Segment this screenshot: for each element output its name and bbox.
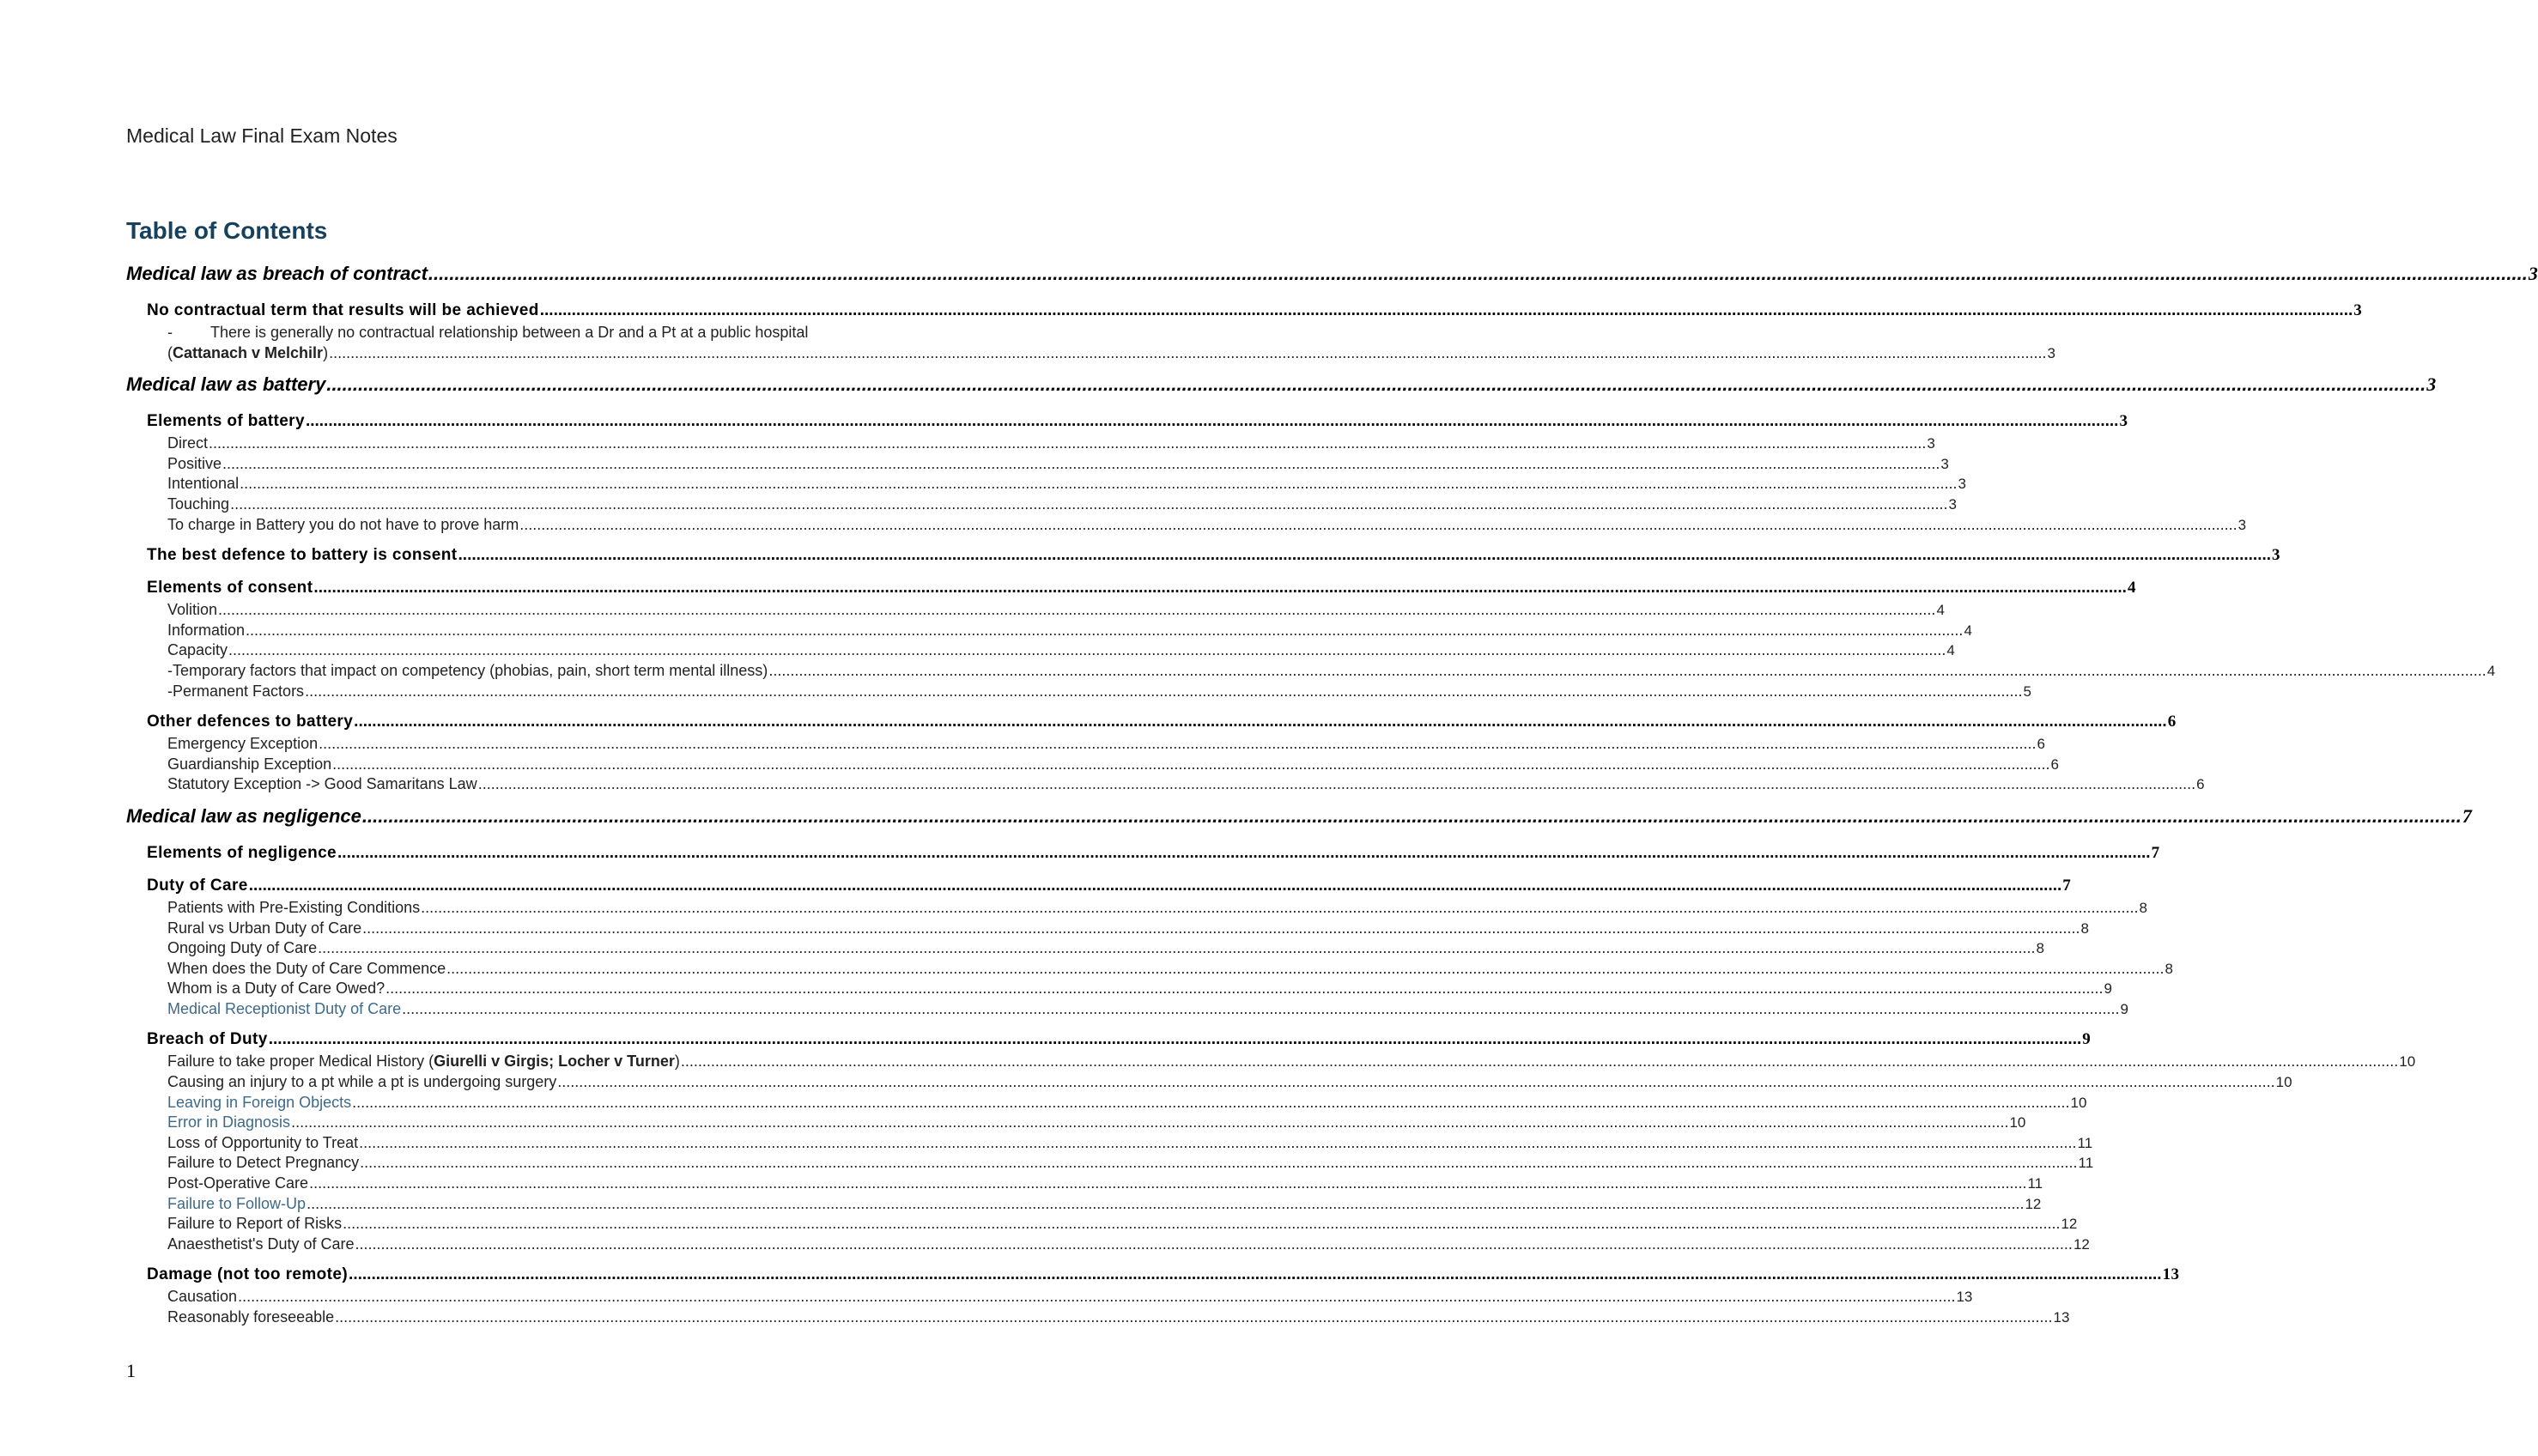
toc-item-title: Guardianship Exception bbox=[167, 755, 332, 773]
toc-item[interactable] bbox=[126, 494, 1957, 515]
page-ref: 8 bbox=[2036, 940, 2044, 957]
toc-section-title: Medical law as negligence bbox=[126, 804, 361, 827]
leader-dots: ................................................................................................................................................................................................................................................................................................................................................................................................................ bbox=[291, 1113, 2009, 1131]
toc-item-title: Loss of Opportunity to Treat bbox=[167, 1133, 359, 1151]
toc-subsection-title: Elements of consent bbox=[147, 579, 313, 598]
page-ref: 13 bbox=[1956, 1289, 1973, 1306]
leader-dots: ................................................................................................................................................................................................................................................................................................................................................................................................................ bbox=[305, 682, 2023, 700]
bullet-line-2 bbox=[167, 343, 2055, 364]
toc-item[interactable] bbox=[126, 1133, 2093, 1154]
toc-item-title: Intentional bbox=[167, 475, 240, 493]
leader-dots: ................................................................................................................................................................................................................................................................................................................................................................................................................ bbox=[318, 939, 2036, 957]
page-ref: 4 bbox=[1936, 602, 1945, 619]
toc-subsection[interactable] bbox=[126, 543, 2280, 567]
page-ref: 9 bbox=[2120, 1000, 2128, 1017]
toc-item-title: Emergency Exception bbox=[167, 735, 319, 753]
toc-item-title: Failure to Detect Pregnancy bbox=[167, 1154, 360, 1172]
leader-dots: ................................................................................................................................................................................................................................................................................................................................................................................................................ bbox=[768, 661, 2486, 679]
page-ref: 9 bbox=[2104, 980, 2112, 998]
page-ref: 3 bbox=[2047, 344, 2055, 361]
toc-item[interactable] bbox=[126, 434, 1935, 454]
toc-item-title: Failure to Report of Risks bbox=[167, 1215, 343, 1233]
toc-item[interactable] bbox=[126, 1194, 2042, 1215]
toc-item-title: Permanent Factors bbox=[173, 682, 305, 700]
toc-item-title: Statutory Exception -> Good Samaritans Law bbox=[167, 775, 477, 793]
toc-subsection-title: Breach of Duty bbox=[147, 1030, 268, 1049]
toc-item[interactable] bbox=[126, 938, 2044, 959]
toc-item[interactable] bbox=[126, 661, 2496, 682]
leader-dots: ................................................................................................................................................................................................................................................................................................................................................................................................................ bbox=[477, 775, 2196, 793]
dash-marker: - bbox=[167, 324, 173, 341]
toc-item[interactable] bbox=[126, 1174, 2043, 1194]
page-ref: 3 bbox=[1927, 435, 1935, 452]
table-of-contents bbox=[126, 216, 2538, 1328]
page-number: 1 bbox=[126, 1360, 136, 1381]
toc-item[interactable] bbox=[126, 1153, 2094, 1174]
page-ref: 3 bbox=[1958, 476, 1966, 493]
page-ref: 10 bbox=[2399, 1053, 2416, 1071]
leader-dots: ................................................................................................................................................................................................................................................................................................................................................................................................................ bbox=[332, 755, 2050, 773]
bullet-line-1 bbox=[167, 323, 914, 343]
toc-item[interactable] bbox=[126, 1235, 2090, 1255]
toc-item-title: Anaesthetist's Duty of Care bbox=[167, 1235, 355, 1253]
leader-dots: ................................................................................................................................................................................................................................................................................................................................................................................................................ bbox=[361, 804, 2462, 827]
page-ref: 3 bbox=[2528, 263, 2538, 284]
entry-text: There is generally no contractual relationship between a Dr and a Pt at a public hospital bbox=[210, 324, 809, 341]
toc-item[interactable] bbox=[126, 1307, 2070, 1328]
toc-item-title: Direct bbox=[167, 434, 209, 452]
paren-close: ) bbox=[323, 343, 329, 361]
toc-item[interactable] bbox=[126, 600, 1945, 621]
page-ref: 3 bbox=[2237, 516, 2247, 533]
page-ref: 7 bbox=[2151, 843, 2160, 862]
toc-item[interactable] bbox=[126, 682, 2031, 702]
entry-text-after: ) bbox=[674, 1053, 680, 1071]
page-ref: 4 bbox=[2127, 579, 2136, 598]
toc-item[interactable] bbox=[126, 640, 1955, 661]
page-ref: 3 bbox=[2272, 546, 2280, 565]
page-ref: 6 bbox=[2196, 776, 2205, 793]
toc-subsection[interactable] bbox=[126, 299, 2363, 323]
page-ref: 9 bbox=[2082, 1030, 2092, 1049]
leader-dots: ................................................................................................................................................................................................................................................................................................................................................................................................................ bbox=[248, 876, 2062, 895]
leader-dots: ................................................................................................................................................................................................................................................................................................................................................................................................................ bbox=[354, 713, 2167, 731]
toc-item-title: Information bbox=[167, 621, 246, 639]
leader-dots: ................................................................................................................................................................................................................................................................................................................................................................................................................ bbox=[222, 454, 1940, 472]
page-ref: 6 bbox=[2167, 713, 2177, 731]
leader-dots: ................................................................................................................................................................................................................................................................................................................................................................................................................ bbox=[329, 343, 2047, 361]
page-ref: 13 bbox=[2053, 1309, 2070, 1326]
page-ref: 4 bbox=[2486, 662, 2496, 679]
toc-subsection[interactable] bbox=[126, 841, 2160, 865]
leader-dots: ................................................................................................................................................................................................................................................................................................................................................................................................................ bbox=[680, 1053, 2399, 1071]
toc-item[interactable] bbox=[126, 898, 2147, 919]
page-ref: 4 bbox=[1946, 642, 1955, 659]
page-ref: 3 bbox=[1948, 495, 1957, 513]
leader-dots: ................................................................................................................................................................................................................................................................................................................................................................................................................ bbox=[228, 641, 1946, 659]
toc-item-title: Rural vs Urban Duty of Care bbox=[167, 919, 362, 937]
toc-subsection-title: The best defence to battery is consent bbox=[147, 546, 458, 565]
toc-subsection[interactable] bbox=[126, 1028, 2092, 1052]
toc-item[interactable] bbox=[126, 1287, 1973, 1307]
toc-subsection-title: Damage (not too remote) bbox=[147, 1265, 349, 1284]
leader-dots: ................................................................................................................................................................................................................................................................................................................................................................................................................ bbox=[428, 263, 2528, 284]
toc-subsection[interactable] bbox=[126, 874, 2072, 898]
page-ref: 6 bbox=[2037, 736, 2045, 753]
leader-dots: ................................................................................................................................................................................................................................................................................................................................................................................................................ bbox=[268, 1030, 2082, 1049]
page-ref: 13 bbox=[2162, 1265, 2180, 1284]
leader-dots: ................................................................................................................................................................................................................................................................................................................................................................................................................ bbox=[307, 1194, 2025, 1212]
page-ref: 11 bbox=[2078, 1155, 2094, 1172]
toc-item[interactable] bbox=[126, 774, 2205, 795]
toc-subsection[interactable] bbox=[126, 576, 2136, 600]
page-ref: 4 bbox=[1964, 622, 1972, 639]
leader-dots: ................................................................................................................................................................................................................................................................................................................................................................................................................ bbox=[240, 475, 1958, 493]
toc-item-title: Positive bbox=[167, 454, 222, 472]
leader-dots: ................................................................................................................................................................................................................................................................................................................................................................................................................ bbox=[539, 301, 2353, 319]
dash-marker: - bbox=[167, 682, 173, 700]
toc-item-title: Causation bbox=[167, 1288, 238, 1306]
page-ref: 8 bbox=[2165, 960, 2174, 977]
leader-dots: ................................................................................................................................................................................................................................................................................................................................................................................................................ bbox=[359, 1133, 2077, 1151]
leader-dots: ................................................................................................................................................................................................................................................................................................................................................................................................................ bbox=[446, 959, 2165, 977]
entry-text bbox=[167, 343, 328, 364]
toc-item[interactable] bbox=[126, 454, 1949, 475]
toc-item-title: Capacity bbox=[167, 641, 228, 659]
toc-item-title: Whom is a Duty of Care Owed? bbox=[167, 980, 386, 998]
toc-title: Table of Contents bbox=[126, 217, 328, 244]
toc-subsection[interactable] bbox=[126, 410, 2128, 434]
toc-item-title: Error in Diagnosis bbox=[167, 1113, 291, 1131]
case-name: Cattanach v Melchilr bbox=[173, 343, 324, 361]
leader-dots: ................................................................................................................................................................................................................................................................................................................................................................................................................ bbox=[209, 434, 1927, 452]
page-ref: 3 bbox=[2426, 373, 2437, 396]
toc-item-title: When does the Duty of Care Commence bbox=[167, 959, 446, 977]
toc-item[interactable] bbox=[126, 999, 2128, 1020]
page-ref: 8 bbox=[2139, 899, 2147, 916]
toc-item[interactable] bbox=[126, 959, 2174, 980]
page-ref: 8 bbox=[2080, 919, 2089, 937]
leader-dots: ................................................................................................................................................................................................................................................................................................................................................................................................................ bbox=[386, 980, 2104, 998]
toc-subsection-title: No contractual term that results will be achieved bbox=[147, 301, 539, 319]
page-ref: 11 bbox=[2027, 1175, 2043, 1192]
leader-dots: ................................................................................................................................................................................................................................................................................................................................................................................................................ bbox=[305, 412, 2119, 431]
toc-item[interactable] bbox=[126, 1072, 2292, 1093]
leader-dots: ................................................................................................................................................................................................................................................................................................................................................................................................................ bbox=[362, 919, 2080, 937]
toc-subsection[interactable] bbox=[126, 1263, 2180, 1287]
leader-dots: ................................................................................................................................................................................................................................................................................................................................................................................................................ bbox=[313, 579, 2127, 598]
toc-item[interactable] bbox=[126, 1113, 2026, 1133]
paren-open: ( bbox=[167, 343, 173, 361]
entry-text: Failure to take proper Medical History ( bbox=[167, 1053, 434, 1071]
toc-body bbox=[126, 258, 2538, 1328]
leader-dots: ................................................................................................................................................................................................................................................................................................................................................................................................................ bbox=[458, 546, 2272, 565]
leader-dots: ................................................................................................................................................................................................................................................................................................................................................................................................................ bbox=[519, 515, 2237, 533]
page-ref: 5 bbox=[2023, 682, 2031, 700]
toc-item-title: Leaving in Foreign Objects bbox=[167, 1093, 352, 1111]
toc-item[interactable] bbox=[126, 515, 2247, 536]
toc-subsection-title: Duty of Care bbox=[147, 876, 248, 895]
toc-item-title: Failure to Follow-Up bbox=[167, 1194, 307, 1212]
leader-dots: ................................................................................................................................................................................................................................................................................................................................................................................................................ bbox=[246, 621, 1964, 639]
toc-section[interactable] bbox=[126, 258, 2538, 290]
toc-item-title bbox=[167, 1052, 680, 1072]
toc-item[interactable] bbox=[126, 919, 2089, 939]
toc-item[interactable] bbox=[126, 734, 2045, 755]
toc-item[interactable] bbox=[126, 755, 2059, 775]
toc-subsection-title: Elements of battery bbox=[147, 412, 305, 431]
toc-item-title: Medical Receptionist Duty of Care bbox=[167, 999, 402, 1017]
case-name: Giurelli v Girgis; Locher v Turner bbox=[434, 1053, 675, 1071]
toc-item-title: Causing an injury to a pt while a pt is undergoing surgery bbox=[167, 1073, 557, 1091]
toc-item[interactable] bbox=[126, 474, 1966, 494]
leader-dots: ................................................................................................................................................................................................................................................................................................................................................................................................................ bbox=[230, 494, 1948, 513]
page-ref: 6 bbox=[2050, 755, 2059, 773]
toc-subsection[interactable] bbox=[126, 710, 2177, 734]
leader-dots: ................................................................................................................................................................................................................................................................................................................................................................................................................ bbox=[402, 999, 2120, 1017]
leader-dots: ................................................................................................................................................................................................................................................................................................................................................................................................................ bbox=[343, 1215, 2061, 1233]
leader-dots: ................................................................................................................................................................................................................................................................................................................................................................................................................ bbox=[421, 898, 2139, 916]
leader-dots: ................................................................................................................................................................................................................................................................................................................................................................................................................ bbox=[319, 735, 2037, 753]
leader-dots: ................................................................................................................................................................................................................................................................................................................................................................................................................ bbox=[335, 1308, 2053, 1326]
toc-subsection-title: Other defences to battery bbox=[147, 713, 354, 731]
toc-item-title: Volition bbox=[167, 601, 218, 619]
page-ref: 3 bbox=[2353, 301, 2363, 319]
toc-section-title: Medical law as battery bbox=[126, 373, 326, 396]
page-ref: 3 bbox=[2119, 412, 2128, 431]
leader-dots: ................................................................................................................................................................................................................................................................................................................................................................................................................ bbox=[309, 1174, 2027, 1192]
leader-dots: ................................................................................................................................................................................................................................................................................................................................................................................................................ bbox=[360, 1154, 2078, 1172]
page-ref: 10 bbox=[2275, 1074, 2292, 1091]
toc-item-title: Reasonably foreseeable bbox=[167, 1308, 335, 1326]
toc-section[interactable] bbox=[126, 800, 2472, 833]
toc-subsection-title: Elements of negligence bbox=[147, 843, 337, 862]
leader-dots: ................................................................................................................................................................................................................................................................................................................................................................................................................ bbox=[557, 1073, 2275, 1091]
page-ref: 12 bbox=[2025, 1195, 2042, 1212]
toc-section[interactable] bbox=[126, 368, 2437, 401]
page-header: Medical Law Final Exam Notes bbox=[126, 124, 398, 147]
leader-dots: ................................................................................................................................................................................................................................................................................................................................................................................................................ bbox=[326, 373, 2426, 396]
page-ref: 3 bbox=[1940, 455, 1949, 472]
leader-dots: ................................................................................................................................................................................................................................................................................................................................................................................................................ bbox=[355, 1235, 2073, 1253]
leader-dots: ................................................................................................................................................................................................................................................................................................................................................................................................................ bbox=[337, 843, 2151, 862]
leader-dots: ................................................................................................................................................................................................................................................................................................................................................................................................................ bbox=[218, 601, 1936, 619]
page-ref: 7 bbox=[2062, 876, 2072, 895]
toc-item-title: Post-Operative Care bbox=[167, 1174, 309, 1192]
toc-section-title: Medical law as breach of contract bbox=[126, 263, 428, 284]
page-ref: 10 bbox=[2009, 1114, 2026, 1131]
page-ref: 7 bbox=[2462, 804, 2472, 827]
toc-item-title: Patients with Pre-Existing Conditions bbox=[167, 898, 421, 916]
page-ref: 12 bbox=[2073, 1235, 2090, 1253]
toc-item[interactable] bbox=[126, 1093, 2087, 1113]
toc-item-title: Touching bbox=[167, 494, 230, 513]
toc-bullet-item[interactable] bbox=[126, 323, 2055, 363]
leader-dots: ................................................................................................................................................................................................................................................................................................................................................................................................................ bbox=[238, 1288, 1956, 1306]
toc-item[interactable] bbox=[126, 1214, 2078, 1235]
toc-item-title: Ongoing Duty of Care bbox=[167, 939, 318, 957]
toc-item[interactable] bbox=[126, 1052, 2416, 1072]
toc-item-title: Temporary factors that impact on competency (phobias, pain, short term mental illness) bbox=[173, 661, 768, 679]
leader-dots: ................................................................................................................................................................................................................................................................................................................................................................................................................ bbox=[352, 1093, 2070, 1111]
toc-item[interactable] bbox=[126, 979, 2112, 999]
page-ref: 10 bbox=[2070, 1094, 2087, 1111]
toc-item[interactable] bbox=[126, 621, 1972, 641]
page-ref: 11 bbox=[2077, 1134, 2093, 1151]
toc-item-title: To charge in Battery you do not have to prove harm bbox=[167, 515, 519, 533]
leader-dots: ................................................................................................................................................................................................................................................................................................................................................................................................................ bbox=[349, 1265, 2162, 1284]
page-ref: 12 bbox=[2061, 1216, 2078, 1233]
dash-marker: - bbox=[167, 661, 173, 679]
